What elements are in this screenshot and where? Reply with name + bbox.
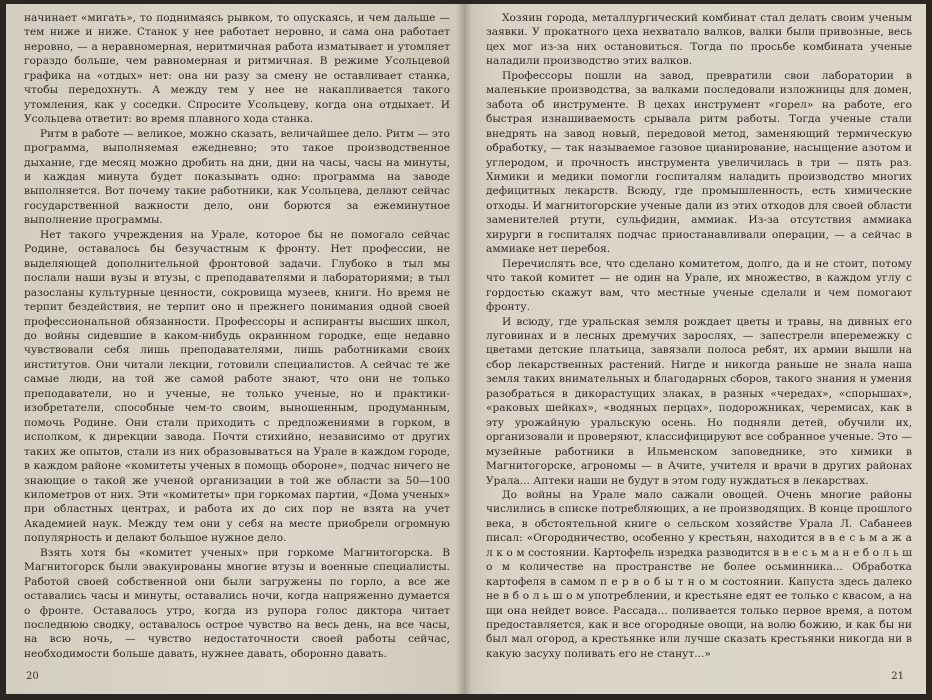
book-spread <box>6 4 926 694</box>
gutter-shadow <box>464 4 472 694</box>
paragraph: Профессоры пошли на завод, превратили свои лаборатории в маленькие производства, за валками последовали изложницы для домен, забота об инструменте. В цехах инструмент «горел» на работе, его быстрая изнашиваемость срывала ритм работы. Тогда ученые стали внедрять на завод новый, передовой метод, заменяющий термическую обработку, — так называемое газовое цианирование, насыщение азотом и углеродом, и прочность инструмента увеличилась в три — пять раз. Химики и медики помогли госпиталям наладить производство многих дефицитных лекарств. Всюду, где промышленность, есть химические отходы. И магнитогорские ученые дали из этих отходов для своей области заменителей ртути, сульфидин, аммиак. Из-за отсутствия аммиака хирурги в госпиталях подчас приостанавливали операции, — а сейчас в аммиаке нет перебоя. <box>486 69 912 256</box>
right-page <box>464 4 926 694</box>
paragraph: Взять хотя бы «комитет ученых» при горкоме Магнитогорска. В Магнитогорск были эвакуированы многие втузы и военные специалисты. Работой своей собственной они были загружены по горло, а все же оставались часы и минуты, оставались ночи, когда напряженно думается о фронте. Оставалось утро, когда из рупора голос диктора читает последнюю сводку, оставалось острое чувство на весь день, на все часы, на всю ночь, — чувство недостаточности своей работы сейчас, необходимости больше давать, нужнее давать, оборонно давать. <box>24 546 450 660</box>
paragraph: И всюду, где уральская земля рождает цветы и травы, на дивных его луговинах и в лесных дремучих зарослях, — запестрели вперемежку с цветами детские платьица, завязали полоса ребят, их армии вышли на сбор лекарственных растений. Нигде и никогда раньше не знала наша земля таких внимательных и благодарных сборов, такого знания и умения разобраться в дикорастущих злаках, в разных «чередах», «спорышах», «раковых шейках», «водяных перцах», подорожниках, черемисах, как в эту урожайную уральскую осень. Но подняли детей, обучили их, организовали и проверяют, классифицируют все собранное ученые. Это — музейные работники в Ильменском заповеднике, это химики в Магнитогорске, агрономы — в Ачите, учителя и врачи в других районах Урала... Аптеки наши не будут в этом году нуждаться в лекарствах. <box>486 315 912 487</box>
paragraph: начинает «мигать», то поднимаясь рывком, то опускаясь, и чем дальше — тем ниже и ниже. Станок у нее работает неровно, и сама она работает неровно, — а неравномерная, неритмичная работа изматывает и утомляет гораздо больше, чем равномерная и ритмичная. В режиме Усольцевой графика на «отдых» нет: она ни разу за смену не оставливает станка, чтобы передохнуть. А между тем у нее не накапливается такого утомления, как у соседки. Спросите Усольцеву, когда она отдыхает. И Усольцева ответит: во время плавного хода станка. <box>24 12 450 126</box>
paragraph: До войны на Урале мало сажали овощей. Очень многие районы числились в списке потребляющих, а не производящих. В конце прошлого века, в обстоятельной книге о сельском хозяйстве Урала Л. Сабанеев писал: «Огородничество, особенно у крестьян, находится в в е с ь м а ж а л к о м состоянии. Картофель изредка разводится в в е с ь м а н е б о л ь ш о м количестве на пространстве не более осьминника... Обработка картофеля в самом п е р в о б ы т н о м состоянии. Капуста здесь далеко не в б о л ь ш о м употреблении, и крестьяне едят ее только с квасом, а на щи она нейдет вовсе. Рассада... поливается только первое время, а потом предоставляется, как и все огородные овощи, на волю божию, и как бы ни был мал огород, а крестьянке или лучше сказать крестьянки никогда ни в какую засуху поливать его не станут...» <box>486 488 912 660</box>
paragraph: Хозяин города, металлургический комбинат стал делать своим ученым заявки. У прокатного цеха нехватало валков, валки были привозные, весь цех мог из-за них остановиться. Тогда по просьбе комбината ученые наладили производство этих валков. <box>486 12 912 68</box>
page-number: 21 <box>891 671 904 682</box>
left-page <box>6 4 464 694</box>
gutter-shadow <box>456 4 464 694</box>
paragraph: Ритм в работе — великое, можно сказать, величайшее дело. Ритм — это программа, выполняемая ежедневно; это такое производственное дыхание, где месяц можно дробить на дни, дни на часы, часы на минуты, и каждая минута будет показывать одно: программа на заводе выполняется. Вот почему такие работники, как Усольцева, делают сейчас государственной важности дело, они борются за ежеминутное выполнение программы. <box>24 127 450 227</box>
left-page-text <box>24 11 450 661</box>
paragraph: Перечислять все, что сделано комитетом, долго, да и не стоит, потому что такой комитет — не один на Урале, их множество, в каждом углу с гордостью скажут вам, что местные ученые сделали и чем помогают фронту. <box>486 257 912 314</box>
page-number: 20 <box>26 671 39 682</box>
paragraph: Нет такого учреждения на Урале, которое бы не помогало сейчас Родине, оставалось бы безучастным к фронту. Нет профессии, не выделяющей дополнительной фронтовой задачи. Глубоко в тыл мы послали наши вузы и втузы, с преподавателями и лабораториями; в тыл разосланы культурные ценности, сокровища музеев, книги. Но время не терпит бездействия, не терпит оно и прежнего понимания одной своей профессиональной обязанности. Профессоры и аспиранты высших школ, до войны сидевшие в каком-нибудь окраинном городке, еще недавно чувствовали себя лишь преподавателями, лишь работниками своих институтов. Они читали лекции, готовили специалистов. А сейчас те же самые люди, на той же самой работе знают, что они не только преподаватели, но и ученые, не только ученые, но и практики-изобретатели, способные чем-то своим, выношенным, продуманным, помочь Родине. Они стали приходить с предложениями в горком, в исполком, к дирекции завода. Почти стихийно, независимо от других таких же опытов, стали из них образовываться на Урале в каждом городе, в каждом районе «комитеты ученых в помощь обороне», подчас ничего не знающие о такой же ученой организации в той же области за 50—100 километров от них. Эти «комитеты» при горкомах партии, «Дома ученых» при областных центрах, и работа их до сих пор не взята на учет Академией наук. Между тем они у себя на месте приобрели огромную популярность и делают большое нужное дело. <box>24 228 450 545</box>
right-page-text <box>486 11 912 661</box>
